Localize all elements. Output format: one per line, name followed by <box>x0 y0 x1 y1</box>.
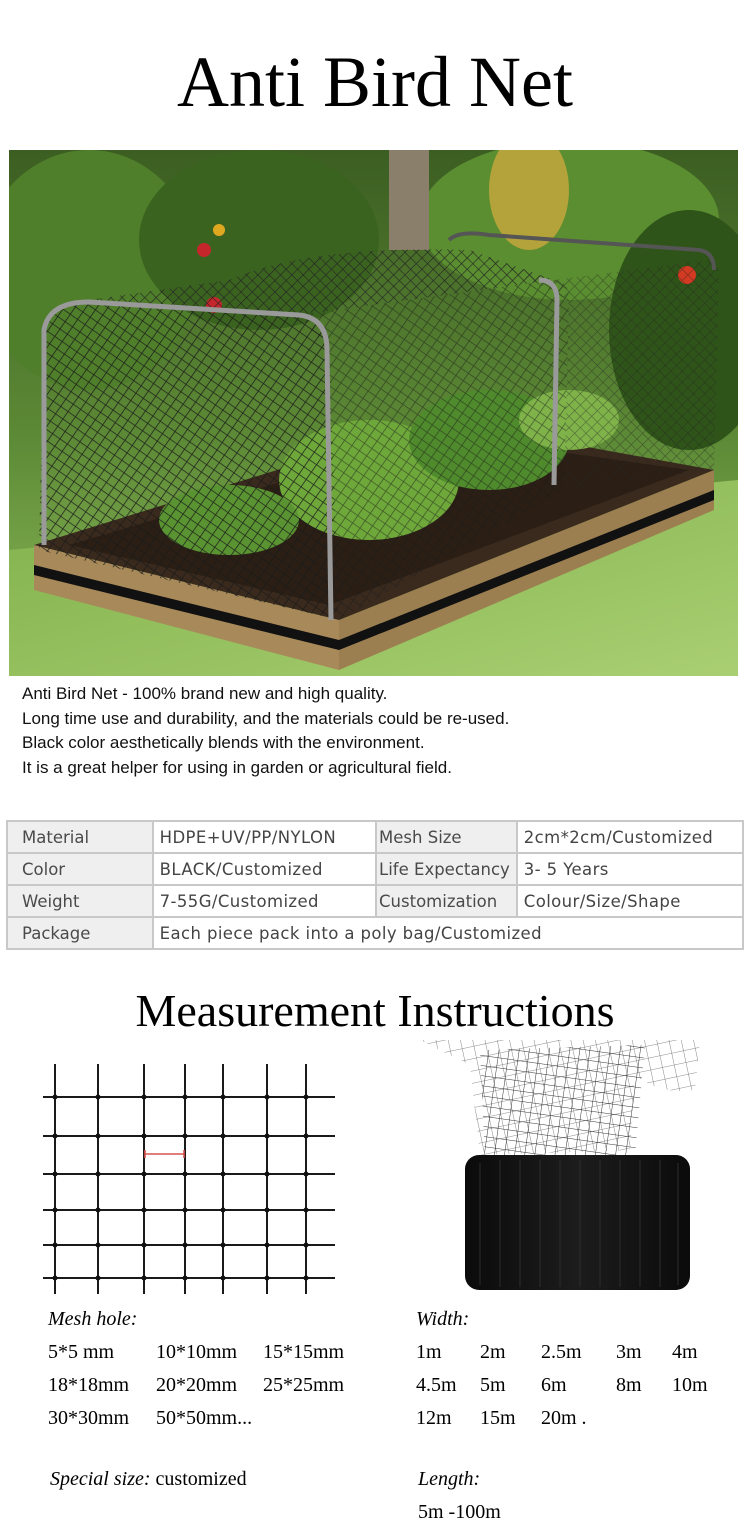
table-row <box>7 821 743 853</box>
spec-label-package: Package <box>7 917 153 949</box>
mesh-hole-option: 18*18mm <box>48 1374 130 1396</box>
spec-label-weight: Weight <box>7 885 153 917</box>
spec-value-mesh-size: 2cm*2cm/Customized <box>517 821 743 853</box>
mesh-hole-option: 5*5 mm <box>48 1341 115 1363</box>
spec-label-color: Color <box>7 853 153 885</box>
width-row <box>416 1336 746 1369</box>
mesh-hole-row <box>48 1336 378 1369</box>
width-option: 5m <box>480 1374 506 1396</box>
measurement-marker <box>145 1150 184 1158</box>
spec-value-weight: 7-55G/Customized <box>153 885 376 917</box>
width-row <box>416 1402 746 1435</box>
special-size-heading: Special size: <box>50 1468 151 1490</box>
mesh-grid-icon <box>40 1062 340 1297</box>
hero-image <box>9 150 738 676</box>
length-heading: Length: <box>418 1468 481 1490</box>
width-option: 2.5m <box>541 1341 582 1363</box>
spec-label-material: Material <box>7 821 153 853</box>
width-option: 6m <box>541 1374 567 1396</box>
mesh-hole-row <box>48 1402 378 1435</box>
mesh-hole-option: 25*25mm <box>263 1374 345 1396</box>
garden-net-illustration <box>9 150 738 676</box>
mesh-hole-section <box>48 1303 378 1435</box>
mesh-hole-option: 20*20mm <box>156 1374 238 1396</box>
length-value: 5m -100m <box>418 1501 501 1523</box>
mesh-hole-option: 30*30mm <box>48 1407 130 1429</box>
width-option: 8m <box>616 1374 642 1396</box>
width-option: 2m <box>480 1341 506 1363</box>
page-title: Anti Bird Net <box>177 42 573 122</box>
length-section <box>418 1463 501 1529</box>
width-heading: Width: <box>416 1308 470 1330</box>
width-option: 4.5m <box>416 1374 457 1396</box>
mesh-hole-row <box>48 1369 378 1402</box>
table-row <box>7 885 743 917</box>
description-line: Anti Bird Net - 100% brand new and high quality. <box>22 684 388 703</box>
spec-value-customization: Colour/Size/Shape <box>517 885 743 917</box>
product-description <box>22 682 742 780</box>
table-row <box>7 853 743 885</box>
net-roll-icon <box>410 1035 730 1297</box>
net-roll-image <box>410 1035 730 1297</box>
description-line: Long time use and durability, and the materials could be re-used. <box>22 708 510 728</box>
description-line: It is a great helper for using in garden or agricultural field. <box>22 757 452 777</box>
width-section <box>416 1303 746 1435</box>
spec-label-life-expectancy: Life Expectancy <box>376 853 517 885</box>
spec-value-package: Each piece pack into a poly bag/Customized <box>153 917 743 949</box>
spec-label-customization: Customization <box>376 885 517 917</box>
width-option: 10m <box>672 1374 708 1396</box>
mesh-grid-diagram <box>40 1062 340 1297</box>
width-row <box>416 1369 746 1402</box>
special-size <box>50 1463 247 1496</box>
mesh-hole-option: 15*15mm <box>263 1341 345 1363</box>
description-line: Black color aesthetically blends with the environment. <box>22 733 425 752</box>
width-option: 4m <box>672 1341 698 1363</box>
mesh-hole-heading: Mesh hole: <box>48 1308 138 1330</box>
spec-table <box>6 820 744 950</box>
spec-label-mesh-size: Mesh Size <box>376 821 517 853</box>
width-option: 15m <box>480 1407 516 1429</box>
width-option: 3m <box>616 1341 642 1363</box>
section-title-measurement: Measurement Instructions <box>135 985 615 1036</box>
special-size-value: customized <box>150 1468 247 1490</box>
spec-value-life-expectancy: 3- 5 Years <box>517 853 743 885</box>
width-option: 12m <box>416 1407 452 1429</box>
width-option: 20m . <box>541 1407 587 1429</box>
width-option: 1m <box>416 1341 442 1363</box>
spec-value-color: BLACK/Customized <box>153 853 376 885</box>
mesh-hole-option: 50*50mm... <box>156 1407 253 1429</box>
table-row <box>7 917 743 949</box>
mesh-hole-option: 10*10mm <box>156 1341 238 1363</box>
spec-value-material: HDPE+UV/PP/NYLON <box>153 821 376 853</box>
